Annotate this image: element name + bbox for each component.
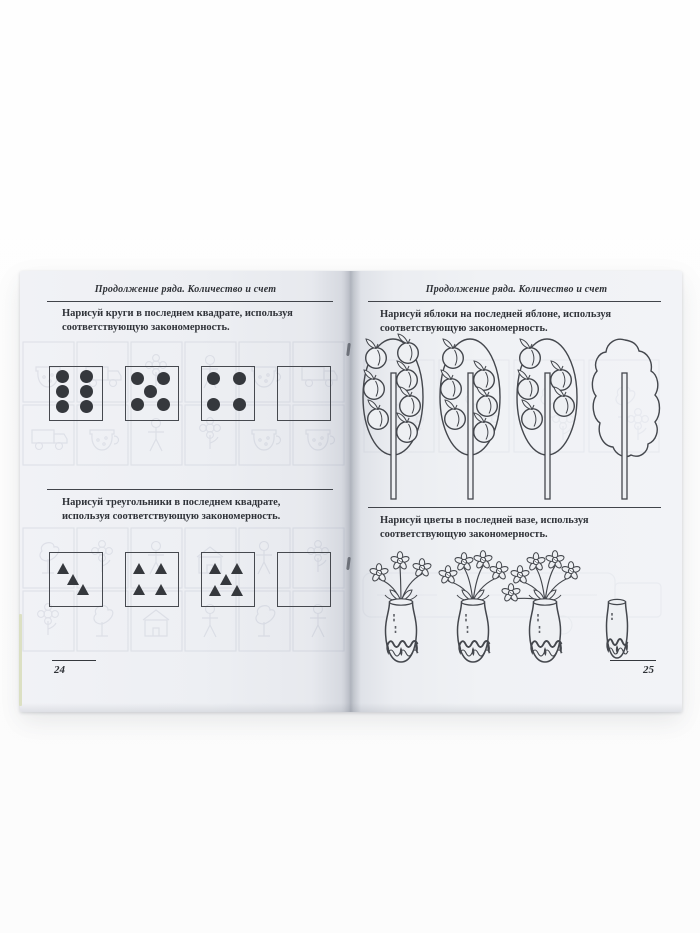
- empty-apple-tree: [590, 333, 661, 503]
- cover-edge: [19, 614, 22, 706]
- header-rule: [368, 301, 661, 302]
- open-workbook: [20, 271, 682, 712]
- triangle: [67, 574, 79, 585]
- triangles-square: [125, 552, 179, 607]
- dot: [233, 372, 246, 385]
- page-number: 24: [54, 664, 65, 676]
- dot: [56, 385, 69, 398]
- dot: [157, 398, 170, 411]
- empty-answer-square: [277, 552, 331, 607]
- triangle: [231, 563, 243, 574]
- page-number-rule: [52, 660, 96, 661]
- section-divider: [47, 489, 333, 490]
- triangle: [155, 584, 167, 595]
- task-instruction: Нарисуй круги в последнем квадрате, используя соответствующую закономерность.: [62, 308, 293, 334]
- triangle: [220, 574, 232, 585]
- dot: [131, 398, 144, 411]
- dot: [157, 372, 170, 385]
- dots-square: [49, 366, 103, 421]
- dot: [56, 370, 69, 383]
- apple-trees-row: [359, 333, 661, 503]
- triangles-square: [49, 552, 103, 607]
- section-divider: [368, 507, 661, 508]
- triangles-pattern-row: [49, 552, 331, 607]
- header-rule: [47, 301, 333, 302]
- triangle: [133, 584, 145, 595]
- triangle: [231, 585, 243, 596]
- task-instruction: Нарисуй цветы в последней вазе, используя соответствующую закономерность.: [380, 515, 589, 541]
- triangles-square: [201, 552, 255, 607]
- dots-square: [125, 366, 179, 421]
- triangle: [57, 563, 69, 574]
- dot: [80, 370, 93, 383]
- empty-answer-square: [277, 366, 331, 421]
- triangle: [155, 563, 167, 574]
- dot: [131, 372, 144, 385]
- page-left: [20, 271, 351, 712]
- page-number-rule: [610, 660, 656, 661]
- page-header: Продолжение ряда. Количество и счет: [94, 284, 277, 295]
- apple-tree: [436, 333, 507, 503]
- dot: [207, 398, 220, 411]
- apple-tree: [513, 333, 584, 503]
- page-header: Продолжение ряда. Количество и счет: [425, 284, 608, 295]
- dots-square: [201, 366, 255, 421]
- triangle: [209, 585, 221, 596]
- dot: [207, 372, 220, 385]
- task-instruction: Нарисуй яблоки на последней яблоне, используя соответствующую закономерность.: [380, 309, 612, 335]
- triangle: [77, 584, 89, 595]
- dot: [80, 385, 93, 398]
- empty-flower-vase: [581, 557, 653, 665]
- page-number: 25: [643, 664, 654, 676]
- flower-vases-row: [365, 557, 653, 665]
- flower-vase: [365, 557, 437, 665]
- flower-vase: [509, 557, 581, 665]
- triangle: [209, 563, 221, 574]
- flower-vase: [437, 557, 509, 665]
- apple-tree: [359, 333, 430, 503]
- dot: [233, 398, 246, 411]
- task-instruction: Нарисуй треугольники в последнем квадрате, используя соответствующую закономерность.: [62, 497, 281, 523]
- dot: [144, 385, 157, 398]
- dot: [80, 400, 93, 413]
- page-right: [351, 271, 682, 712]
- dots-pattern-row: [49, 366, 331, 421]
- triangle: [133, 563, 145, 574]
- dot: [56, 400, 69, 413]
